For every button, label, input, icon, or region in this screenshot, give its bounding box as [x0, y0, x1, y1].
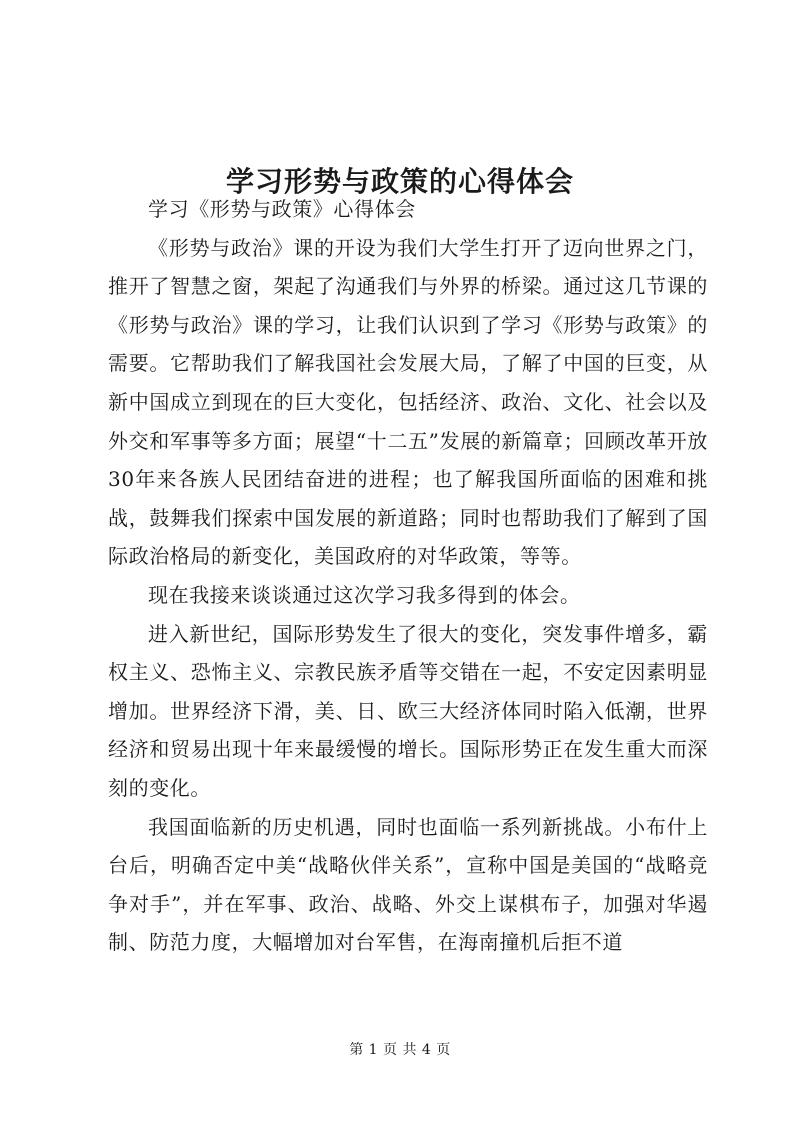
body-paragraph: 《形势与政治》课的开设为我们大学生打开了迈向世界之门，推开了智慧之窗，架起了沟通我们与外界的桥梁。通过这几节课的《形势与政治》课的学习，让我们认识到了学习《形势与政策》的需要。它帮助我们了解我国社会发展大局，了解了中国的巨变，从新中国成立到现在的巨大变化，包括经济、政治、文化、社会以及外交和军事等多方面；展望“十二五”发展的新篇章；回顾改革开放30年来各族人民团结奋进的进程；也了解我国所面临的困难和挑战，鼓舞我们探索中国发展的新道路；同时也帮助我们了解到了国际政治格局的新变化，美国政府的对华政策，等等。	[108, 235, 708, 569]
body-paragraph: 进入新世纪，国际形势发生了很大的变化，突发事件增多，霸权主义、恐怖主义、宗教民族矛盾等交错在一起，不安定因素明显增加。世界经济下滑，美、日、欧三大经济体同时陷入低潮，世界经济和贸易出现十年来最缓慢的增长。国际形势正在发生重大而深刻的变化。	[108, 621, 708, 800]
subtitle-paragraph: 学习《形势与政策》心得体会	[148, 197, 416, 221]
document-title: 学习形势与政策的心得体会	[225, 164, 574, 198]
page-footer: 第 1 页 共 4 页	[349, 1042, 451, 1058]
body-paragraph: 我国面临新的历史机遇，同时也面临一系列新挑战。小布什上台后，明确否定中美“战略伙伴关系”，宣称中国是美国的“战略竞争对手”，并在军事、政治、战略、外交上谋棋布子，加强对华遏制、防范力度，大幅增加对台军售，在海南撞机后拒不道	[108, 814, 708, 955]
document-body	[108, 190, 708, 962]
body-paragraph: 现在我接来谈谈通过这次学习我多得到的体会。	[148, 582, 581, 607]
